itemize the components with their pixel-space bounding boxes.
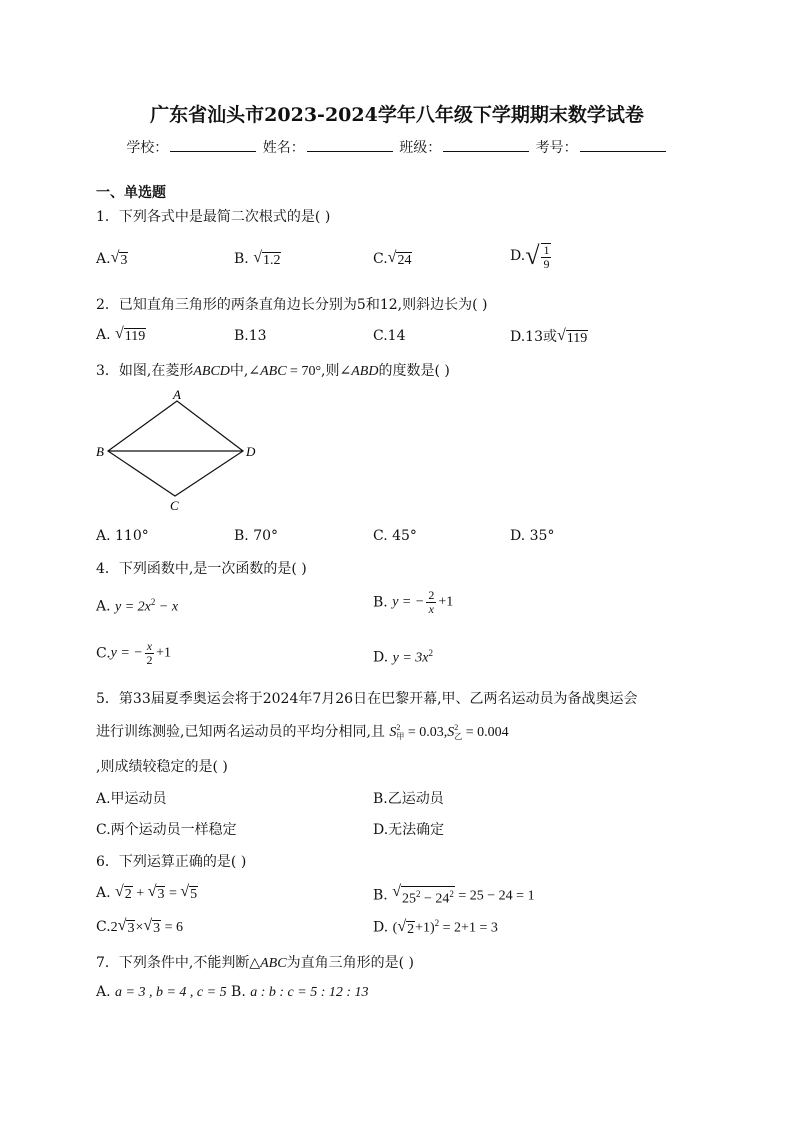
- section-single-choice: 一、单选题: [96, 185, 166, 201]
- question-1-stem: 1．下列各式中是最简二次根式的是( ): [96, 209, 331, 225]
- q4-option-a: A. $y = 2x^2 - x$: [96, 597, 179, 615]
- q4-option-c: C.y = − $\frac{x}{2}$ +1: [96, 639, 172, 667]
- q3-option-d: D. 35°: [510, 528, 555, 544]
- q4-option-d: D. $y = 3x^2$: [373, 648, 434, 666]
- q4-option-b: B. y = − $\frac{2}{x}$ +1: [373, 588, 454, 616]
- q1-option-c: C. √ 24: [373, 249, 412, 268]
- q1-option-b: B. √ 1.2: [234, 249, 281, 268]
- q6-option-b: B. √ $25^2 - 24^2$ = 25 − 24 = 1: [373, 883, 535, 907]
- vertex-label-d: D: [246, 444, 256, 459]
- q3-option-a: A. 110°: [96, 528, 149, 544]
- q5-option-d: D.无法确定: [373, 822, 445, 838]
- q6-option-d: D. ( √ 2 +1)$^2$ = 2+1 = 3: [373, 917, 498, 937]
- question-5-line-1: 5．第33届夏季奥运会将于2024年7月26日在巴黎开幕,甲、乙两名运动员为备战奥运会: [96, 691, 638, 707]
- class-blank[interactable]: [443, 139, 529, 152]
- class-label: 班级：: [399, 140, 442, 156]
- question-7-stem: 7．下列条件中,不能判断△ABC为直角三角形的是( ): [96, 955, 414, 971]
- name-blank[interactable]: [307, 139, 393, 152]
- q3-option-c: C. 45°: [373, 528, 417, 544]
- question-6-stem: 6．下列运算正确的是( ): [96, 854, 247, 870]
- school-label: 学校：: [126, 140, 169, 156]
- q6-option-c: C.2 √ 3 × √ 3 = 6: [96, 917, 184, 936]
- exam-no-blank[interactable]: [580, 139, 666, 152]
- q6-option-a: A. √ 2 + √ 3 = √ 5: [96, 883, 198, 902]
- name-label: 姓名：: [262, 140, 305, 156]
- student-info-line: [0, 137, 794, 157]
- vertex-label-a: A: [173, 387, 181, 402]
- q5-option-c: C.两个运动员一样稳定: [96, 822, 237, 838]
- vertex-label-c: C: [170, 498, 179, 513]
- q2-option-b: B.13: [234, 328, 267, 344]
- vertex-label-b: B: [96, 444, 104, 459]
- rhombus-figure: [90, 386, 270, 516]
- q1-option-a: A. √ 3: [96, 249, 128, 268]
- question-5-line-3: ,则成绩较稳定的是( ): [96, 759, 228, 775]
- rhombus-abcd: [108, 401, 243, 496]
- school-blank[interactable]: [170, 139, 256, 152]
- question-4-stem: 4．下列函数中,是一次函数的是( ): [96, 561, 307, 577]
- question-3-stem: 3．如图,在菱形ABCD中,∠ABC = 70°,则∠ABD的度数是( ): [96, 363, 450, 379]
- q2-option-a: A. √ 119: [96, 325, 146, 344]
- page-title: 广东省汕头市2023-2024学年八年级下学期期末数学试卷: [150, 104, 644, 126]
- exam-no-label: 考号：: [535, 140, 578, 156]
- question-5-line-2: 进行训练测验,已知两名运动员的平均分相同,且 S 2 甲 = 0.03,S 2 乙 = 0.004: [96, 723, 509, 741]
- q1-option-d: D. √ $\frac{1}{9}$: [510, 241, 550, 271]
- q5-option-a: A.甲运动员: [96, 791, 167, 807]
- question-2-stem: 2．已知直角三角形的两条直角边长分别为5和12,则斜边长为( ): [96, 297, 488, 313]
- q2-option-d: D.13或 √ 119: [510, 327, 588, 346]
- q3-option-b: B. 70°: [234, 528, 279, 544]
- q7-options-ab: A. a = 3 , b = 4 , c = 5 B. a : b : c = 5 : 12 : 13: [96, 984, 369, 1000]
- q2-option-c: C.14: [373, 328, 406, 344]
- q5-option-b: B.乙运动员: [373, 791, 444, 807]
